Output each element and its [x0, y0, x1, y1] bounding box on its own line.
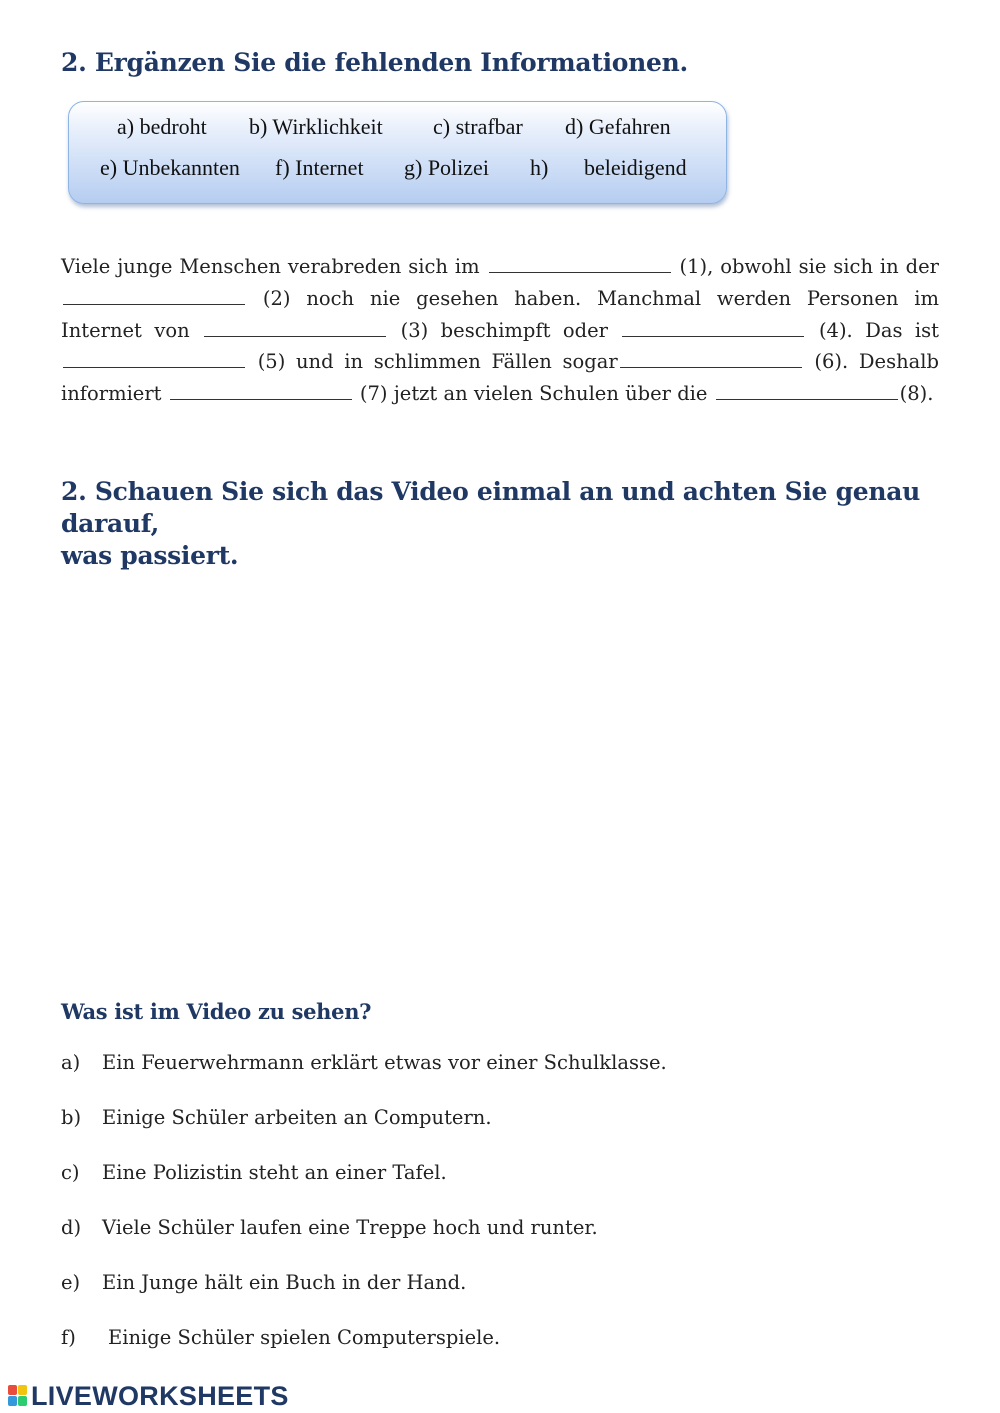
text-segment: (6). Deshalb informiert [61, 350, 940, 406]
question-title: Was ist im Video zu sehen? [61, 999, 372, 1024]
liveworksheets-logo [8, 1381, 289, 1411]
option-text: Einige Schüler spielen Computerspiele. [108, 1326, 501, 1349]
gap-fill-paragraph [61, 251, 939, 410]
text-segment: Viele junge Menschen verabreden sich im [61, 255, 480, 278]
text-segment: (1), obwohl sie sich in der [679, 255, 939, 278]
word-bank-item: c) strafbar [433, 114, 523, 139]
option-e[interactable] [61, 1271, 466, 1294]
option-text: Ein Junge hält ein Buch in der Hand. [102, 1271, 467, 1294]
answer-blank-1[interactable] [489, 254, 671, 273]
option-f[interactable] [61, 1326, 500, 1349]
text-segment: (5) und in schlimmen Fällen sogar [257, 350, 618, 374]
section-heading-2-line1: 2. Schauen Sie sich das Video einmal an und achten Sie genau darauf, [61, 477, 921, 538]
option-letter: f) [61, 1326, 76, 1349]
liveworksheets-logo-icon [8, 1385, 28, 1407]
word-bank-item: d) Gefahren [565, 114, 671, 139]
word-bank-item: b) Wirklichkeit [249, 114, 383, 139]
option-text: Eine Polizistin steht an einer Tafel. [102, 1161, 447, 1184]
text-segment: (8). [899, 382, 934, 406]
section-heading-2 [61, 476, 961, 572]
word-bank-box [68, 101, 727, 204]
answer-blank-2[interactable] [63, 286, 245, 305]
answer-blank-5[interactable] [63, 349, 245, 368]
word-bank-item: h) [530, 155, 549, 180]
option-d[interactable] [61, 1216, 598, 1239]
option-text: Einige Schüler arbeiten an Computern. [102, 1106, 492, 1129]
answer-blank-8[interactable] [716, 381, 898, 400]
section-heading-1: 2. Ergänzen Sie die fehlenden Informationen. [61, 48, 688, 77]
video-area[interactable] [61, 560, 939, 980]
logo-text: LIVEWORKSHEETS [31, 1380, 289, 1411]
option-b[interactable] [61, 1106, 492, 1129]
option-c[interactable] [61, 1161, 447, 1184]
option-letter: c) [61, 1161, 80, 1184]
answer-blank-4[interactable] [622, 318, 804, 337]
word-bank-item: beleidigend [584, 155, 687, 180]
word-bank-item: g) Polizei [404, 155, 489, 180]
option-text: Viele Schüler laufen eine Treppe hoch und runter. [102, 1216, 598, 1239]
text-segment: (4). Das ist [818, 318, 940, 342]
word-bank-item: a) bedroht [117, 114, 207, 139]
text-segment: (2) noch nie gesehen haben. Manchmal werden Personen im Internet von [61, 286, 939, 342]
option-letter: d) [61, 1216, 82, 1239]
text-segment: (3) beschimpft oder [400, 318, 608, 342]
option-letter: e) [61, 1271, 81, 1294]
answer-blank-3[interactable] [204, 318, 386, 337]
option-text: Ein Feuerwehrmann erklärt etwas vor einer Schulklasse. [102, 1051, 667, 1074]
word-bank-item: f) Internet [275, 155, 364, 180]
section-heading-2-line2: was passiert. [61, 541, 239, 570]
answer-blank-7[interactable] [170, 381, 352, 400]
option-letter: b) [61, 1106, 82, 1129]
option-a[interactable] [61, 1051, 667, 1074]
option-letter: a) [61, 1051, 81, 1074]
text-segment: (7) jetzt an vielen Schulen über die [359, 382, 708, 406]
word-bank-item: e) Unbekannten [100, 155, 240, 180]
answer-blank-6[interactable] [620, 349, 802, 368]
